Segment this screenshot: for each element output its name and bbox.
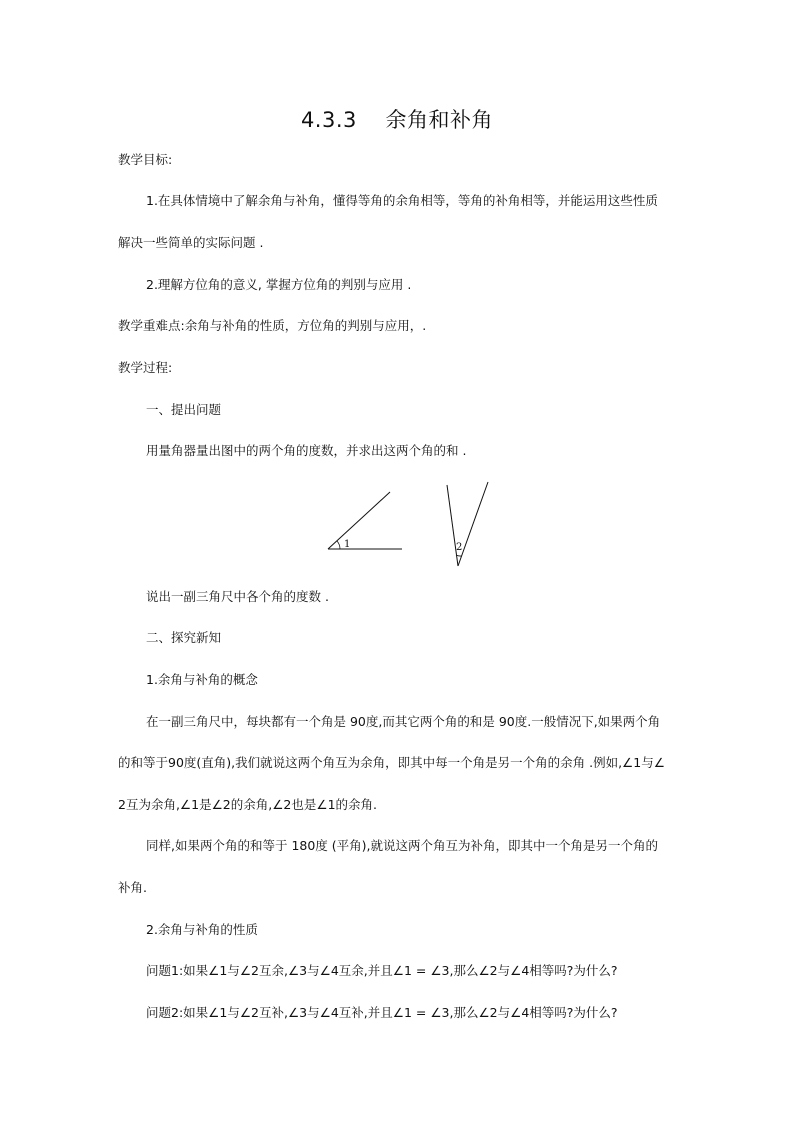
question-triangle: 说出一副三角尺中各个角的度数 .	[146, 589, 329, 604]
section-1-heading: 一、提出问题	[146, 402, 222, 417]
goal-heading: 教学目标:	[118, 152, 173, 167]
problem-2: 问题2:如果∠1与∠2互补,∠3与∠4互补,并且∠1 = ∠3,那么∠2与∠4相等吗?为什么?	[146, 1005, 618, 1020]
paragraph-1-line-1: 在一副三角尺中，每块都有一个角是 90度,而其它两个角的和是 90度.一般情况下,如果两个角	[146, 714, 661, 729]
goal-1-line-2: 解决一些简单的实际问题 .	[118, 235, 264, 250]
angle-2-diagram	[447, 482, 488, 566]
angle-figure	[320, 478, 500, 574]
subsection-2-heading: 2.余角与补角的性质	[146, 922, 258, 937]
paragraph-1-line-2: 的和等于90度(直角),我们就说这两个角互为余角，即其中每一个角是另一个角的余角 .例如,∠1与∠	[118, 755, 665, 770]
subsection-1-heading: 1.余角与补角的概念	[146, 672, 258, 687]
angle-1-diagram	[328, 492, 402, 550]
question-measure: 用量角器量出图中的两个角的度数，并求出这两个角的和 .	[146, 443, 467, 458]
paragraph-2-line-1: 同样,如果两个角的和等于 180度 (平角),就说这两个角互为补角，即其中一个角是另一个角的	[146, 838, 659, 853]
angle-1-label: 1	[344, 539, 351, 550]
goal-2: 2.理解方位角的意义, 掌握方位角的判别与应用 .	[146, 277, 412, 292]
key-points: 教学重难点:余角与补角的性质，方位角的判别与应用，.	[118, 318, 427, 333]
process-heading: 教学过程:	[118, 360, 173, 375]
paragraph-1-line-3: 2互为余角,∠1是∠2的余角,∠2也是∠1的余角.	[118, 797, 378, 812]
paragraph-2-line-2: 补角.	[118, 880, 147, 895]
angle-2-label: 2	[456, 542, 463, 553]
section-2-heading: 二、探究新知	[146, 630, 222, 645]
page-title: 4.3.3 余角和补角	[300, 108, 494, 132]
goal-1-line-1: 1.在具体情境中了解余角与补角，懂得等角的余角相等，等角的补角相等，并能运用这些性质	[146, 193, 658, 208]
problem-1: 问题1:如果∠1与∠2互余,∠3与∠4互余,并且∠1 = ∠3,那么∠2与∠4相等吗?为什么?	[146, 963, 618, 978]
